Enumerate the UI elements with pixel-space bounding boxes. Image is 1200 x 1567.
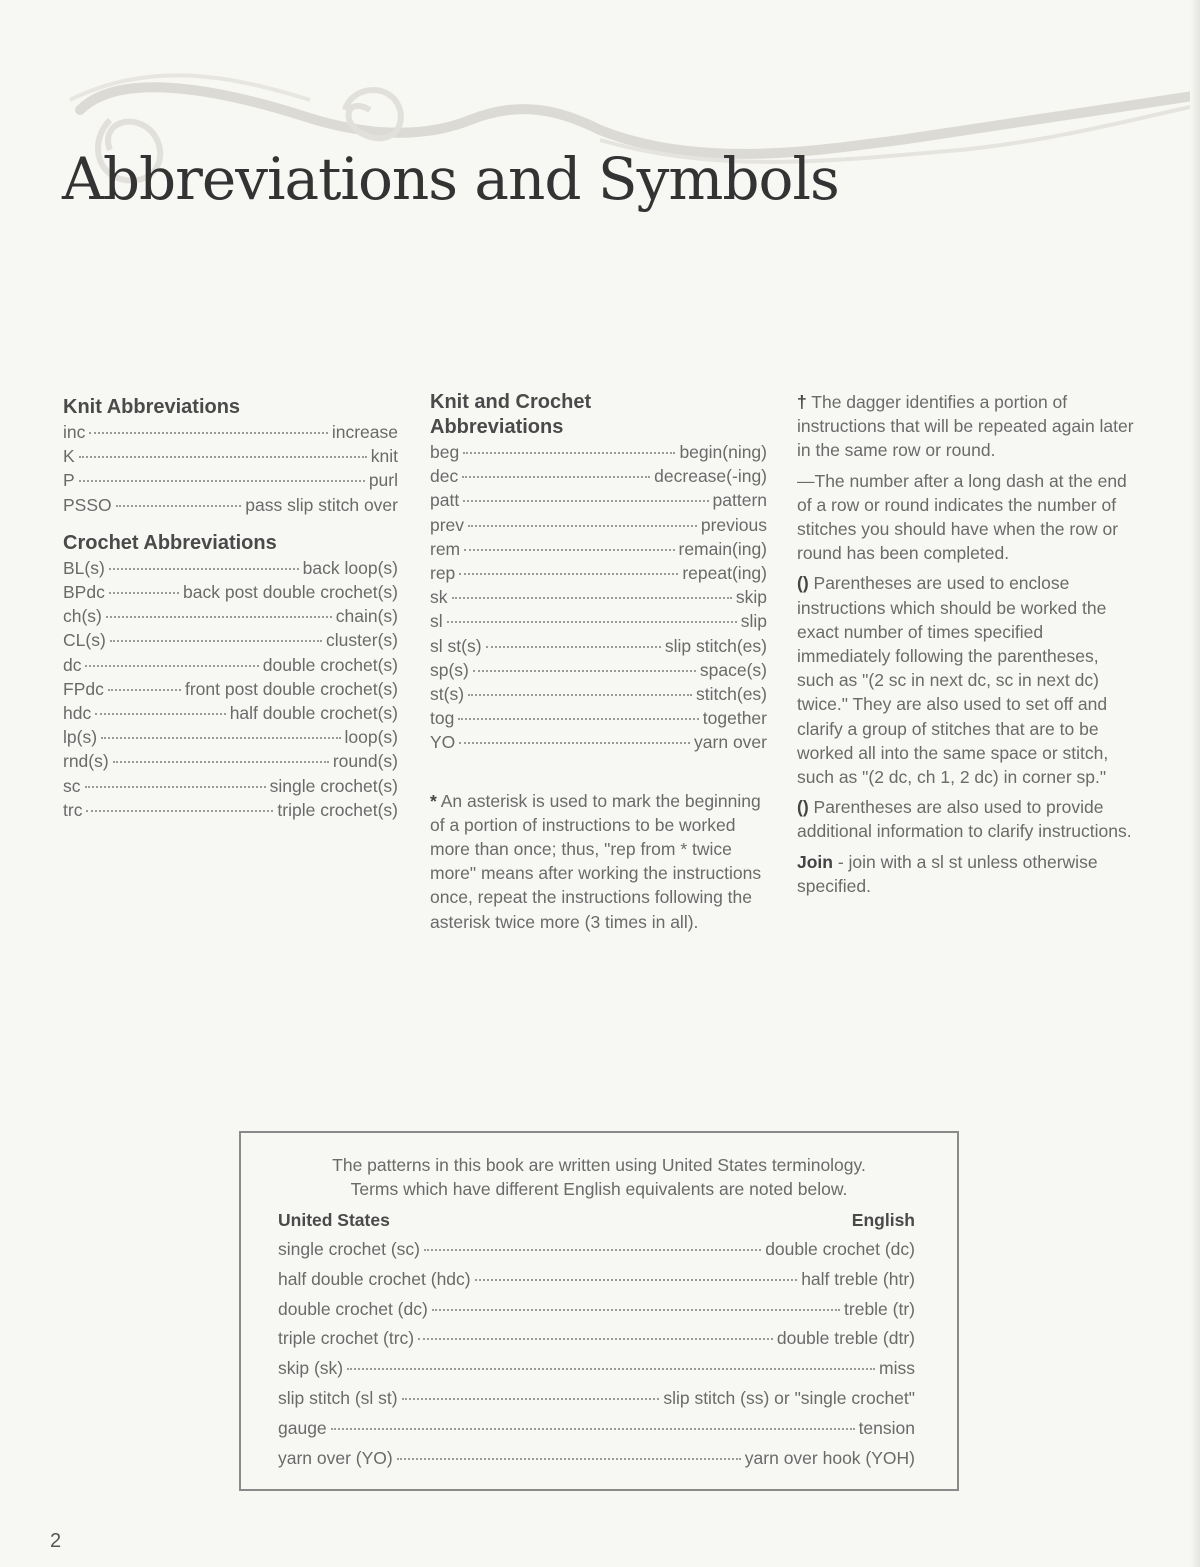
dot-leader [397, 1458, 741, 1460]
knit-crochet-abbreviation-row-term: tog [430, 708, 455, 729]
terminology-row-meaning: yarn over hook (YOH) [744, 1447, 915, 1468]
terminology-row-term: gauge [278, 1417, 327, 1438]
terminology-row [278, 1235, 915, 1265]
knit-crochet-abbreviation-row-meaning: stitch(es) [696, 684, 767, 705]
terminology-row-term: double crochet (dc) [278, 1298, 428, 1319]
knit-crochet-abbreviation-row [430, 513, 767, 537]
terminology-box [239, 1131, 959, 1491]
parentheses-symbol-2: () [797, 797, 809, 818]
dot-leader [116, 505, 242, 507]
terminology-row-term: triple crochet (trc) [278, 1328, 415, 1349]
crochet-abbreviations-heading: Crochet Abbreviations [63, 531, 277, 554]
terminology-row-meaning: double crochet (dc) [765, 1239, 915, 1259]
crochet-abbreviation-row-term: BPdc [63, 582, 105, 603]
knit-crochet-abbreviations-heading [430, 390, 767, 440]
dot-leader [110, 640, 322, 642]
join-note-text: - join with a sl st unless otherwise specified. [797, 851, 1098, 896]
knit-abbreviation-row [63, 468, 398, 492]
dot-leader [101, 737, 340, 739]
crochet-abbreviation-row-term: BL(s) [63, 557, 105, 578]
crochet-abbreviation-row [63, 701, 398, 725]
terminology-row [278, 1324, 915, 1354]
dot-leader [86, 810, 273, 812]
dot-leader [452, 597, 732, 599]
knit-crochet-abbreviation-row-meaning: together [702, 708, 767, 729]
knit-crochet-abbreviation-row-term: YO [430, 732, 456, 753]
knit-abbreviation-row-term: P [63, 470, 75, 491]
knit-crochet-abbreviation-row-term: dec [430, 466, 459, 487]
dot-leader [462, 476, 650, 478]
crochet-abbreviation-row [63, 677, 398, 701]
crochet-abbreviation-row-meaning: half double crochet(s) [229, 703, 398, 724]
terminology-row [278, 1265, 915, 1295]
knit-crochet-abbreviation-row-term: rem [430, 538, 461, 559]
knit-crochet-abbreviation-row [430, 706, 767, 730]
crochet-abbreviations-list [63, 556, 398, 822]
terminology-row-meaning: tension [858, 1417, 915, 1438]
knit-crochet-abbreviation-row-term: sl [430, 611, 443, 632]
crochet-abbreviation-row-meaning: triple crochet(s) [277, 799, 398, 820]
crochet-abbreviation-row [63, 725, 398, 749]
crochet-abbreviation-row [63, 580, 398, 604]
knit-abbreviation-row-meaning: increase [331, 422, 398, 442]
knit-crochet-abbreviation-row-term: sp(s) [430, 659, 469, 680]
crochet-abbreviation-row [63, 604, 398, 628]
parentheses-note [797, 571, 1137, 789]
dot-leader [459, 742, 690, 744]
page-edge-shadow [1190, 0, 1200, 1567]
knit-abbreviation-row [63, 420, 398, 444]
english-header: English [851, 1210, 915, 1230]
knit-crochet-abbreviation-row-term: sk [430, 587, 448, 608]
knit-crochet-abbreviation-row-meaning: previous [700, 514, 767, 535]
dot-leader [459, 573, 678, 575]
dot-leader [473, 670, 696, 672]
knit-crochet-abbreviation-row [430, 488, 767, 512]
dot-leader [108, 689, 181, 691]
right-column [797, 390, 1137, 904]
knit-crochet-abbreviation-row-meaning: begin(ning) [679, 442, 767, 462]
dot-leader [95, 713, 225, 715]
dot-leader [79, 456, 367, 458]
crochet-abbreviation-row-meaning: loop(s) [344, 727, 398, 748]
knit-crochet-abbreviation-row-term: beg [430, 442, 460, 462]
dot-leader [85, 665, 258, 667]
knit-crochet-abbreviation-row-meaning: pattern [712, 490, 767, 511]
terminology-row-meaning: slip stitch (ss) or "single crochet" [663, 1387, 915, 1408]
crochet-abbreviation-row-term: lp(s) [63, 727, 98, 748]
dagger-note-text: The dagger identifies a portion of instructions that will be repeated again later in the same row or round. [797, 392, 1134, 461]
dot-leader [458, 718, 698, 720]
dot-leader [475, 1279, 798, 1281]
dot-leader [464, 549, 674, 551]
dagger-note [797, 390, 1137, 463]
knit-abbreviation-row [63, 444, 398, 468]
knit-abbreviation-row-meaning: pass slip stitch over [245, 494, 398, 515]
knit-crochet-abbreviation-row-term: patt [430, 490, 460, 511]
page-number: 2 [50, 1530, 62, 1552]
dot-leader [468, 694, 692, 696]
crochet-abbreviation-row-meaning: back post double crochet(s) [183, 582, 398, 603]
crochet-abbreviation-row-term: rnd(s) [63, 751, 109, 772]
dot-leader [347, 1368, 875, 1370]
dot-leader [418, 1338, 773, 1340]
dot-leader [463, 500, 708, 502]
crochet-abbreviation-row-term: FPdc [63, 678, 104, 699]
dot-leader [331, 1428, 855, 1430]
terminology-row [278, 1444, 915, 1474]
knit-crochet-abbreviation-row-term: st(s) [430, 684, 465, 705]
crochet-abbreviation-row-term: sc [63, 775, 81, 796]
knit-crochet-abbreviation-row-meaning: yarn over [694, 732, 767, 753]
dagger-symbol: † [797, 392, 807, 412]
page-title: Abbreviations and Symbols [62, 145, 839, 213]
crochet-abbreviation-row-meaning: chain(s) [335, 606, 398, 627]
knit-crochet-abbreviation-row [430, 658, 767, 682]
dot-leader [463, 452, 675, 454]
knit-abbreviation-row-term: inc [63, 422, 86, 442]
decorative-ribbon-swirl [0, 0, 1200, 260]
terminology-row-meaning: treble (tr) [844, 1298, 915, 1319]
join-term: Join [797, 851, 833, 872]
knit-crochet-abbreviation-row-meaning: slip stitch(es) [664, 635, 767, 656]
crochet-abbreviation-row-meaning: front post double crochet(s) [184, 678, 398, 699]
knit-crochet-abbreviation-row [430, 730, 767, 754]
terminology-intro [241, 1153, 957, 1201]
knit-crochet-abbreviation-row-term: rep [430, 563, 456, 584]
dot-leader [85, 786, 266, 788]
long-dash-note: —The number after a long dash at the end of a row or round indicates the number of stitches you should have when the row or round has been completed. [797, 470, 1127, 564]
knit-abbreviation-row-meaning: purl [368, 470, 398, 491]
terminology-row-term: skip (sk) [278, 1358, 344, 1379]
crochet-abbreviation-row-meaning: single crochet(s) [269, 775, 398, 796]
dot-leader [79, 480, 365, 482]
knit-abbreviation-row [63, 493, 398, 517]
join-note [797, 850, 1137, 898]
knit-abbreviations-list [63, 420, 398, 517]
parentheses-note-text: Parentheses are used to enclose instructions which should be worked the exact number of times specified immediately following the parentheses, such as "(2 sc in next dc, sc in next dc) twice." They are also used to set off and clarify a group of stitches that are to be worked all into the same space or stitch, such as "(2 dc, ch 1, 2 dc) in corner sp." [797, 573, 1109, 788]
knit-crochet-abbreviation-row [430, 561, 767, 585]
left-column [63, 395, 398, 822]
dot-leader [106, 616, 332, 618]
knit-crochet-abbreviation-row-meaning: space(s) [699, 659, 767, 680]
terminology-row [278, 1295, 915, 1325]
crochet-abbreviation-row-term: CL(s) [63, 630, 106, 651]
asterisk-symbol: * [430, 790, 437, 811]
crochet-abbreviation-row-meaning: round(s) [332, 751, 398, 772]
knit-crochet-abbreviation-row-meaning: slip [740, 611, 767, 632]
terminology-row-term: half double crochet (hdc) [278, 1268, 471, 1289]
terminology-row-term: single crochet (sc) [278, 1239, 420, 1259]
knit-crochet-abbreviation-row [430, 585, 767, 609]
crochet-abbreviation-row-term: hdc [63, 703, 92, 724]
dot-leader [109, 592, 179, 594]
crochet-abbreviation-row-term: ch(s) [63, 606, 102, 627]
knit-crochet-abbreviation-row-meaning: skip [735, 587, 767, 608]
knit-crochet-abbreviation-row-meaning: repeat(ing) [682, 563, 767, 584]
terminology-row [278, 1384, 915, 1414]
dot-leader [113, 761, 329, 763]
terminology-row-meaning: miss [879, 1358, 915, 1379]
crochet-abbreviation-row [63, 749, 398, 773]
knit-crochet-abbreviation-row [430, 682, 767, 706]
terminology-row-term: slip stitch (sl st) [278, 1387, 398, 1408]
dot-leader [89, 432, 327, 434]
dot-leader [432, 1309, 840, 1311]
crochet-abbreviation-row-meaning: back loop(s) [302, 557, 398, 578]
crochet-abbreviation-row-term: trc [63, 799, 83, 820]
terminology-row [278, 1354, 915, 1384]
dot-leader [486, 646, 661, 648]
dot-leader [402, 1398, 660, 1400]
parentheses-note-2-text: Parentheses are also used to provide additional information to clarify instructions. [797, 797, 1132, 842]
terminology-row-meaning: half treble (htr) [801, 1268, 915, 1289]
knit-crochet-abbreviation-row-meaning: remain(ing) [678, 538, 767, 559]
knit-crochet-abbreviation-row-meaning: decrease(-ing) [654, 466, 767, 487]
crochet-abbreviation-row-meaning: double crochet(s) [262, 654, 398, 675]
crochet-abbreviation-row-meaning: cluster(s) [326, 630, 398, 651]
heading-line-2: Abbreviations [430, 416, 564, 438]
knit-crochet-abbreviation-row [430, 634, 767, 658]
asterisk-note-text: An asterisk is used to mark the beginning of a portion of instructions to be worked more than once; thus, "rep from * twice more" means after working the instructions once, repeat the instructions following the asterisk twice more (3 times in all). [430, 790, 762, 932]
terminology-row [278, 1414, 915, 1444]
terminology-list [278, 1235, 915, 1473]
terminology-intro-line-1: The patterns in this book are written using United States terminology. [332, 1155, 866, 1175]
terminology-intro-line-2: Terms which have different English equivalents are noted below. [350, 1179, 848, 1199]
dot-leader [109, 568, 299, 570]
terminology-column-headers [278, 1207, 915, 1233]
knit-abbreviation-row-meaning: knit [370, 446, 398, 467]
crochet-abbreviation-row [63, 628, 398, 652]
knit-crochet-abbreviation-row [430, 440, 767, 464]
parentheses-note-2 [797, 795, 1137, 843]
dot-leader [468, 525, 697, 527]
terminology-row-term: yarn over (YO) [278, 1447, 393, 1468]
knit-abbreviation-row-term: K [63, 446, 75, 467]
knit-crochet-abbreviation-row-term: prev [430, 514, 465, 535]
asterisk-note [430, 789, 767, 934]
knit-crochet-abbreviation-row-term: sl st(s) [430, 635, 482, 656]
terminology-row-meaning: double treble (dtr) [776, 1328, 915, 1349]
heading-line-1: Knit and Crochet [430, 391, 592, 413]
knit-crochet-abbreviation-row [430, 609, 767, 633]
united-states-header: United States [278, 1210, 390, 1230]
knit-abbreviation-row-term: PSSO [63, 494, 112, 515]
crochet-abbreviation-row-term: dc [63, 654, 82, 675]
crochet-abbreviation-row [63, 774, 398, 798]
knit-crochet-abbreviation-row [430, 537, 767, 561]
dot-leader [447, 621, 737, 623]
knit-crochet-abbreviation-row [430, 464, 767, 488]
crochet-abbreviation-row [63, 653, 398, 677]
middle-column [430, 390, 767, 934]
knit-abbreviations-heading: Knit Abbreviations [63, 396, 241, 418]
crochet-abbreviation-row [63, 798, 398, 822]
dot-leader [424, 1249, 761, 1251]
knit-crochet-abbreviations-list [430, 440, 767, 755]
parentheses-symbol: () [797, 573, 809, 594]
crochet-abbreviation-row [63, 556, 398, 580]
